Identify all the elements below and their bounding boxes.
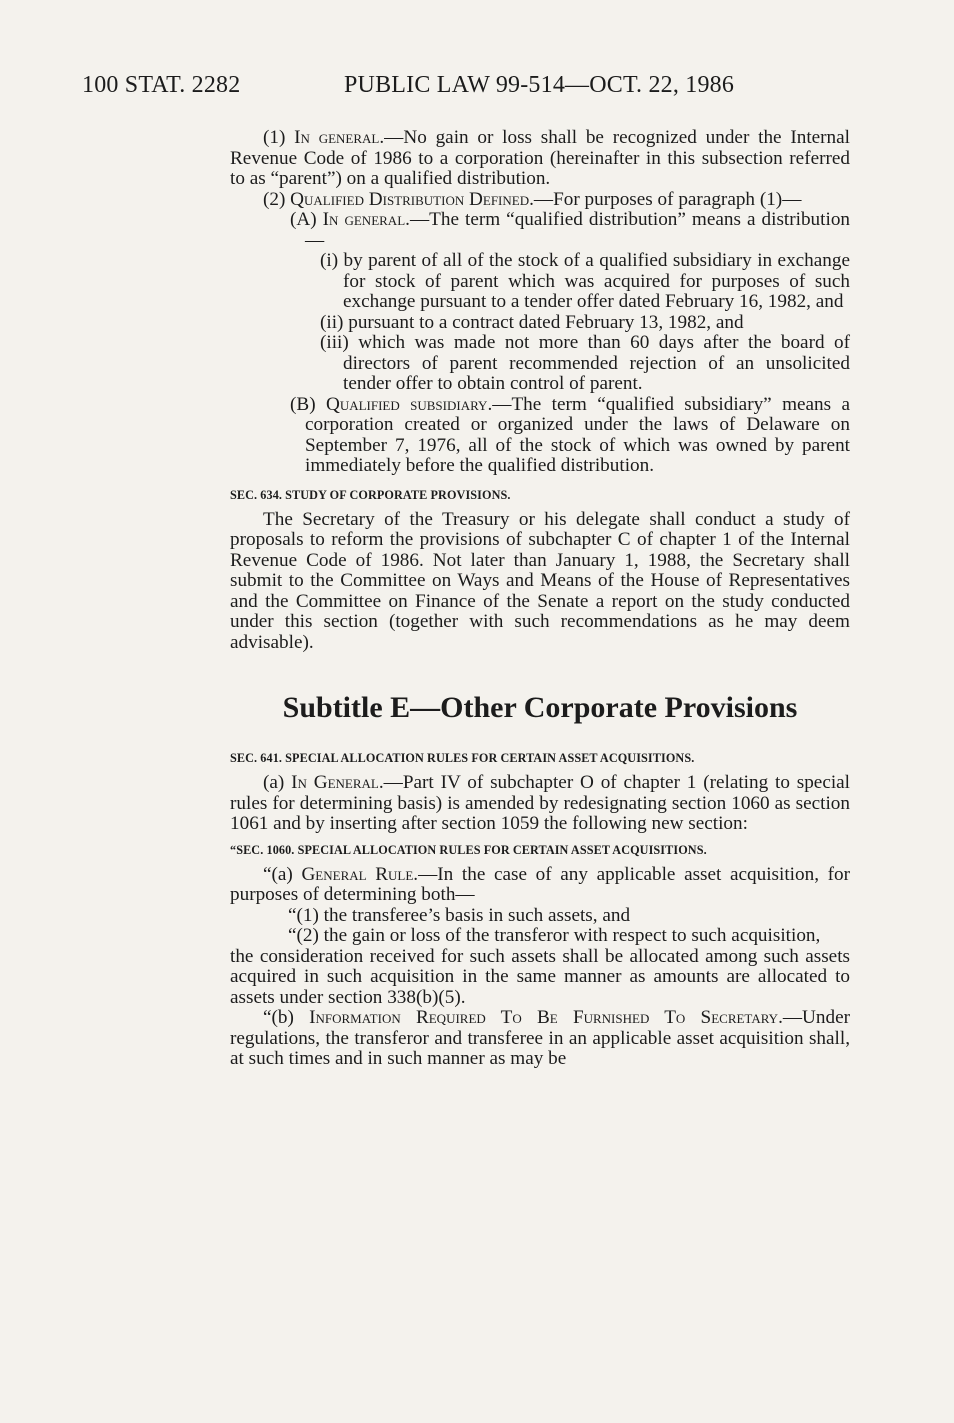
section-1060-a: “(a) General Rule.—In the case of any applicable asset acquisition, for purposes of determining both— <box>230 863 851 905</box>
section-1060-b-title: Information Required To Be Furnished To Secretary <box>309 1007 779 1028</box>
subparagraph-a: (A) In general.—The term “qualified distribution” means a distribution— <box>290 209 851 251</box>
section-1060-b: “(b) Information Required To Be Furnished To Secretary.—Under regulations, the transferor and transferee in an applicable asset acquisition shall, at such times and in such manner as may be <box>230 1007 850 1069</box>
section-1060-item-1: “(1) the transferee’s basis in such assets, and <box>288 904 631 926</box>
section-1060-heading: “SEC. 1060. SPECIAL ALLOCATION RULES FOR CERTAIN ASSET ACQUISITIONS. <box>230 842 707 857</box>
section-1060-continuation: the consideration received for such assets shall be allocated among such assets acquired in such acquisition in the same manner as amounts are allocated to assets under section 338(b)(5). <box>230 945 850 1008</box>
section-634-text: The Secretary of the Treasury or his delegate shall conduct a study of proposals to reform the provisions of subchapter C of chapter 1 of the Internal Revenue Code of 1986. Not later than January 1, 1988, the Secretary shall submit to the Committee on Ways and Means of the House of Representatives and the Committee on Finance of the Senate a report on the study conducted under this section (together with such recommendations as he may deem advisable). <box>230 508 850 653</box>
section-641-heading: SEC. 641. SPECIAL ALLOCATION RULES FOR CERTAIN ASSET ACQUISITIONS. <box>230 751 695 765</box>
page-header <box>82 72 872 112</box>
public-law-title: PUBLIC LAW 99-514—OCT. 22, 1986 <box>344 72 735 98</box>
clause-ii: (ii) pursuant to a contract dated February 13, 1982, and <box>320 311 744 333</box>
section-634-heading: SEC. 634. STUDY OF CORPORATE PROVISIONS. <box>230 487 511 502</box>
paragraph-2-title: Qualified Distribution Defined <box>290 188 530 210</box>
section-641-a-title: In General <box>291 772 379 793</box>
section-1060-item-2: “(2) the gain or loss of the transferor with respect to such acquisition, <box>288 925 821 946</box>
clause-iii: (iii) which was made not more than 60 days after the board of directors of parent recommended rejection of an unsolicited tender offer to obtain control of parent. <box>320 332 850 394</box>
subparagraph-b-title: Qualified subsidiary <box>325 393 488 415</box>
subparagraph-b: (B) Qualified subsidiary.—The term “qualified subsidiary” means a corporation created or organized under the laws of Delaware on September 7, 1976, all of the stock of which was owned by parent immediately before the qualified distribution. <box>290 393 851 476</box>
document-body <box>230 128 850 1070</box>
subtitle-heading: Subtitle E—Other Corporate Provisions <box>282 691 798 724</box>
section-1060-a-title: General Rule <box>301 863 414 885</box>
statute-citation: 100 STAT. 2282 <box>82 72 241 98</box>
paragraph-2-definition: (2) Qualified Distribution Defined.—For purposes of paragraph (1)— <box>263 188 802 210</box>
paragraph-1-in-general: (1) In general.—No gain or loss shall be recognized under the Internal Revenue Code of 1986 to a corporation (hereinafter in this subsection referred to as “parent”) on a qualified distribution. <box>230 127 850 189</box>
clause-i: (i) by parent of all of the stock of a qualified subsidiary in exchange for stock of parent which was acquired for purposes of such exchange pursuant to a tender offer dated February 16, 1982, and <box>320 250 850 312</box>
paragraph-1-title: In general <box>294 127 380 148</box>
section-641-a: (a) In General.—Part IV of subchapter O of chapter 1 (relating to special rules for determining basis) is amended by redesignating section 1060 as section 1061 and by inserting after section 1059 the following new section: <box>230 772 851 834</box>
subparagraph-a-title: In general <box>322 209 406 230</box>
